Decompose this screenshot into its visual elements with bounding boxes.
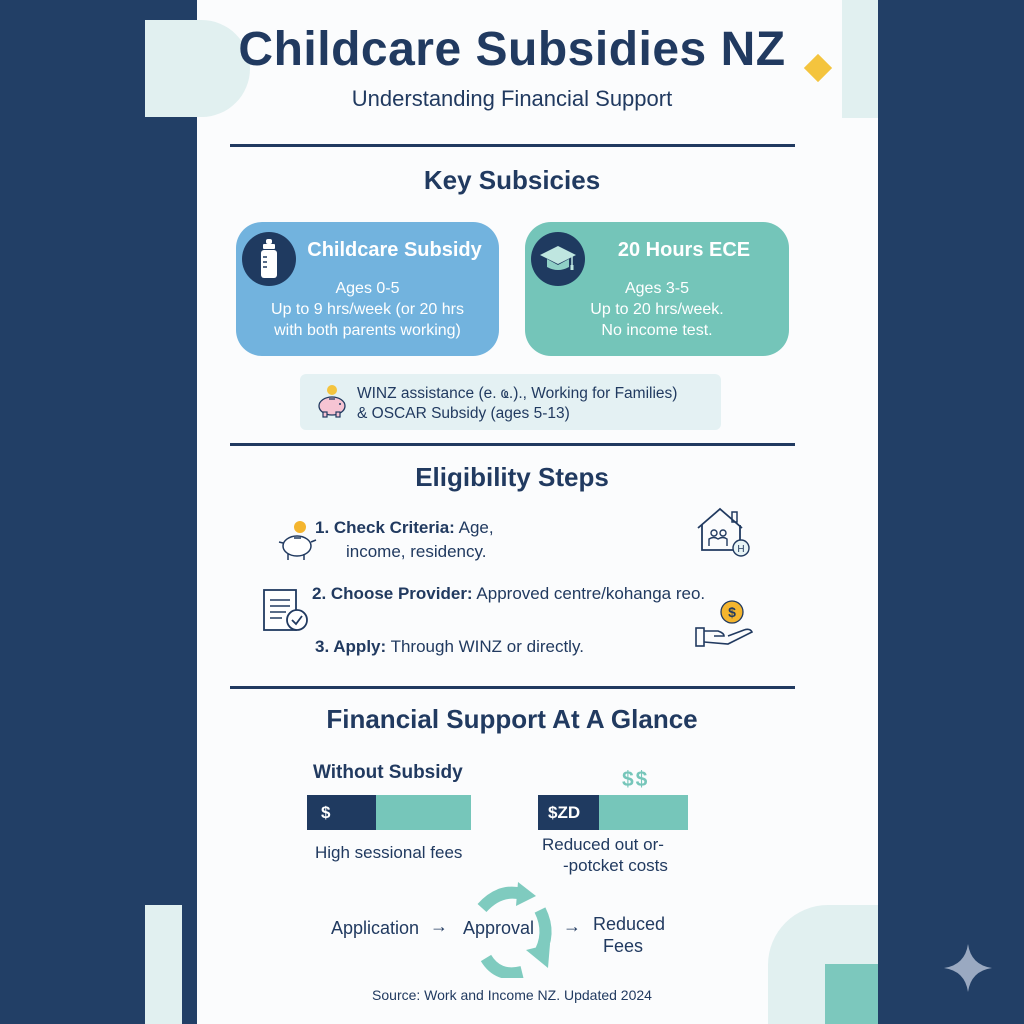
document-check-icon [262,588,310,634]
step-text: Age, [458,518,494,537]
card-body [533,278,781,341]
note-line: & OSCAR Subsidy (ages 5-13) [357,405,570,422]
flow-step-reduced-fees-1: Reduced [593,914,666,934]
section-heading-eligibility: Eligibility Steps [415,462,609,492]
without-subsidy-label: Without Subsidy [313,762,463,783]
card-line: Up to 20 hrs/week. [590,301,724,318]
piggy-bank-icon [314,384,350,420]
divider [230,443,795,446]
decor-strip-bottomleft [145,905,182,1024]
divider [230,144,795,147]
piggy-bank-icon [278,520,318,562]
card-ages: Ages 0-5 [335,280,400,297]
card-line: No income test. [601,322,713,339]
section-heading-financial: Financial Support At A Glance [326,704,698,734]
card-ages: Ages 3-5 [624,280,690,297]
without-subsidy-bar-cost: $ [307,795,376,830]
eligibility-step-2 [312,584,705,604]
with-subsidy-caption-1: Reduced out or- [542,835,664,854]
with-subsidy-bar-cost: $ZD [538,795,599,830]
decor-teal-block [825,964,878,1024]
flow-arrow: → [430,916,448,936]
dollar-signs-label: $$ [622,768,650,791]
winz-note-text [357,384,677,424]
winz-note-panel [300,374,721,430]
section-heading-key-subsidies: Key Subsicies [423,165,601,195]
svg-text:H: H [737,544,745,555]
flow-step-approval: Approval [463,918,535,938]
eligibility-step-1 [315,518,494,538]
divider [230,686,795,689]
card-body [244,278,491,341]
card-title: Childcare Subsidy [307,239,482,261]
card-childcare-subsidy [236,222,499,356]
flow-step-reduced-fees-2: Fees [603,936,644,956]
step-text: income, residency. [346,542,487,561]
step-label: 1. Check Criteria: [315,518,455,537]
step-text: Through WINZ or directly. [390,637,584,656]
without-subsidy-caption: High sessional fees [315,843,463,862]
flow-step-application: Application [331,918,420,938]
sparkle-icon [940,940,996,996]
step-label: 2. Choose Provider: [312,584,473,603]
source-footnote: Source: Work and Income NZ. Updated 2024 [372,987,652,1003]
family-house-icon [696,506,752,558]
decor-strip-topright [842,0,878,118]
note-line: WINZ assistance (e. ҩ.)., Working for Families) [357,385,678,402]
card-20-hours-ece [525,222,789,356]
eligibility-step-3 [315,637,584,657]
step-text: Approved centre/kohanga reo. [476,584,706,603]
card-line: with both parents working) [274,322,461,339]
card-line: Up to 9 hrs/week (or 20 hrs [271,301,464,318]
infographic-page [197,0,878,1024]
with-subsidy-caption-2: -potcket costs [563,856,668,875]
flow-arrow: → [563,916,581,936]
without-subsidy-bar-remaining [376,795,471,830]
hand-coin-icon [694,598,756,650]
page-subtitle: Understanding Financial Support [351,86,673,111]
with-subsidy-bar-savings [599,795,688,830]
page-title: Childcare Subsidies NZ [238,23,786,76]
svg-text:$: $ [728,604,736,620]
step-label: 3. Apply: [315,637,387,656]
card-title: 20 Hours ECE [617,239,751,261]
